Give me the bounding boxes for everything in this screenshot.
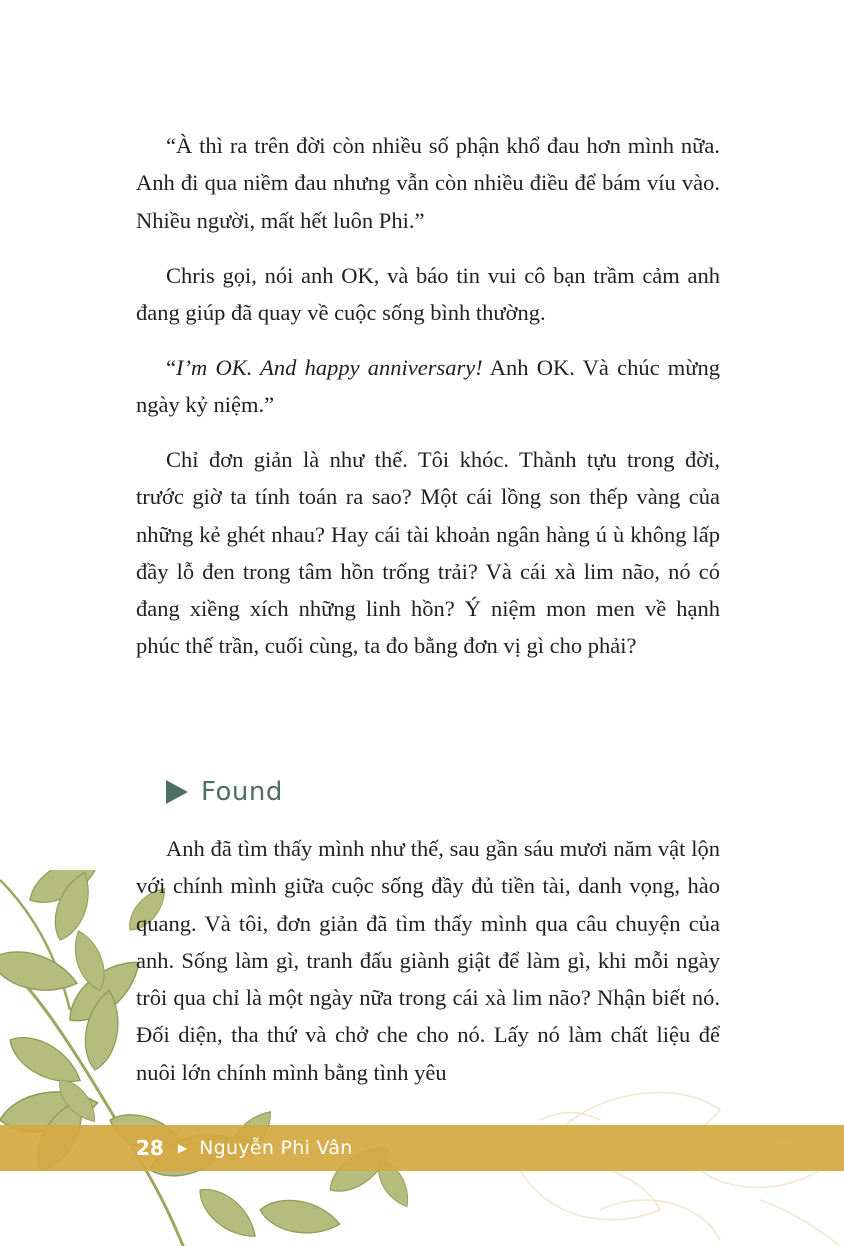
english-quote: I’m OK. And happy anniversary! (176, 355, 483, 380)
paragraph-2: Chris gọi, nói anh OK, và báo tin vui cô bạn trầm cảm anh đang giúp đã quay về cuộc sống bình thường. (136, 263, 720, 326)
quote-translation: Anh OK. Và chúc mừng ngày kỷ niệm.” (136, 355, 720, 418)
paragraph-5: Anh đã tìm thấy mình như thế, sau gần sáu mươi năm vật lộn với chính mình giữa cuộc sống đầy đủ tiền tài, danh vọng, hào quang. Và tôi, đơn giản đã tìm thấy mình qua câu chuyện của anh. Sống làm gì, tranh đấu giành giật để làm gì, khi mỗi ngày trôi qua chỉ là một ngày nữa trong cái xà lim não? Nhận biết nó. Đối diện, tha thứ và chở che cho nó. Lấy nó làm chất liệu để nuôi lớn chính mình bằng tình yêu (136, 836, 720, 1085)
footer-band (0, 1125, 844, 1171)
play-triangle-icon (166, 780, 188, 804)
section-title: Found (201, 777, 283, 807)
paragraph-3 (136, 349, 720, 424)
page-number: 28 (136, 1136, 164, 1160)
paragraph-1: “À thì ra trên đời còn nhiều số phận khổ đau hơn mình nữa. Anh đi qua niềm đau nhưng vẫn còn nhiều điều để bám víu vào. Nhiều người, mất hết luôn Phi.” (136, 133, 720, 233)
page-footer (136, 1125, 353, 1171)
paragraph-4: Chỉ đơn giản là như thế. Tôi khóc. Thành tựu trong đời, trước giờ ta tính toán ra sao? Một cái lồng son thếp vàng của những kẻ ghét nhau? Hay cái tài khoản ngân hàng ú ù không lấp đầy lỗ đen trong tâm hồn trống trải? Và cái xà lim não, nó có đang xiềng xích những linh hồn? Ý niệm mon men về hạnh phúc thế trần, cuối cùng, ta đo bằng đơn vị gì cho phải? (136, 447, 720, 659)
quote-open: “ (166, 355, 176, 380)
section-heading (166, 770, 283, 814)
author-name: Nguyễn Phi Vân (199, 1137, 353, 1159)
triangle-right-icon: ▶ (177, 1141, 188, 1155)
